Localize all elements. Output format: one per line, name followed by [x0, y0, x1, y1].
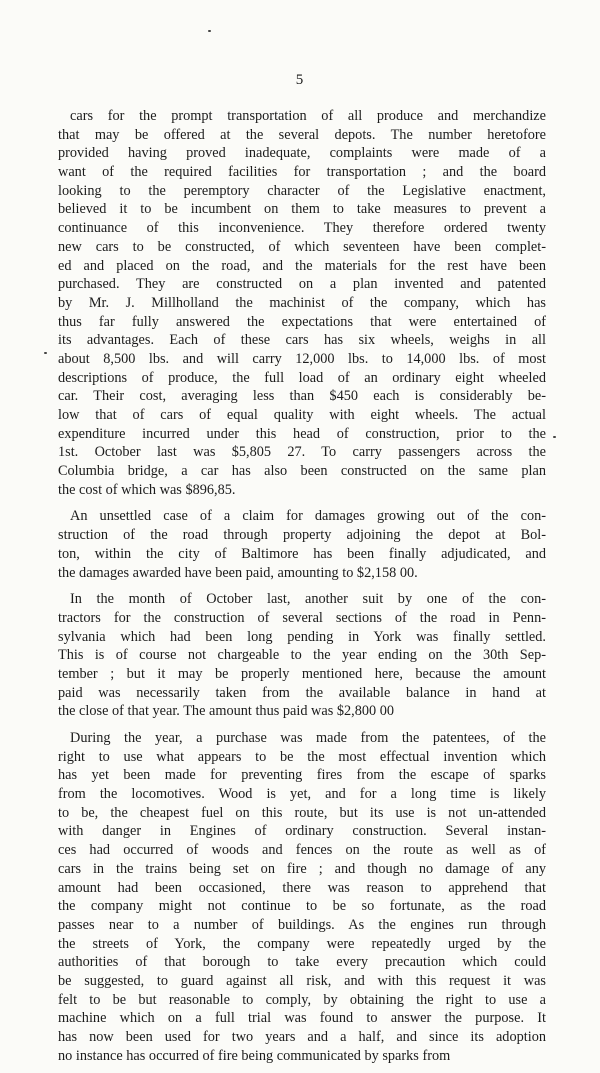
text-line: ces had occurred of woods and fences on the route as well as of [58, 842, 546, 859]
text-line: about 8,500 lbs. and will carry 12,000 lbs. to 14,000 lbs. of most [58, 350, 546, 367]
text-line: cars in the trains being set on fire ; and though no damage of any [58, 860, 546, 877]
text-line: with danger in Engines of ordinary construction. Several instan- [58, 823, 546, 840]
text-line: believed it to be incumbent on them to take measures to prevent a [58, 201, 546, 218]
text-line: ton, within the city of Baltimore has been finally adjudicated, and [58, 545, 546, 562]
text-line: want of the required facilities for transportation ; and the board [58, 164, 546, 181]
paragraph [58, 729, 546, 1065]
paragraph [58, 507, 546, 582]
text-line: paid was necessarily taken from the available balance in hand at [58, 684, 546, 701]
text-line: from the locomotives. Wood is yet, and for a long time is likely [58, 786, 546, 803]
text-line: passes near to a number of buildings. As the engines run through [58, 916, 546, 933]
text-line: Columbia bridge, a car has also been constructed on the same plan [58, 463, 546, 480]
text-line: the cost of which was $896,85. [58, 481, 236, 498]
ink-speck [553, 436, 556, 438]
text-line: has now been used for two years and a half, and since its adoption [58, 1029, 546, 1045]
text-line: car. Their cost, averaging less than $450 each is considerably be- [58, 388, 546, 405]
text-line: 1st. October last was $5,805 27. To carry passengers across the [58, 444, 546, 461]
text-line: provided having proved inadequate, complaints were made of a [58, 145, 546, 162]
text-line: the damages awarded have been paid, amounting to $2,158 00. [58, 564, 418, 581]
text-line: that may be offered at the several depots. The number heretofore [58, 126, 546, 143]
text-line: the company might not continue to be so fortunate, as the road [58, 898, 546, 915]
page-number: 5 [295, 72, 305, 88]
text-line: the streets of York, the company were repeatedly urged by the [58, 935, 546, 952]
text-line: expenditure incurred under this head of construction, prior to the [58, 425, 546, 442]
ink-speck [208, 30, 211, 32]
text-line: purchased. They are constructed on a plan invented and patented [58, 276, 546, 293]
text-line: amount had been occasioned, there was reason to apprehend that [58, 879, 546, 896]
text-line: This is of course not chargeable to the year ending on the 30th Sep- [58, 647, 546, 664]
text-line: tractors for the construction of several sections of the road in Penn- [58, 609, 546, 626]
text-line: machine which on a full trial was found to answer the purpose. It [58, 1010, 546, 1027]
text-line: struction of the road through property adjoining the depot at Bol- [58, 527, 546, 544]
text-line: tember ; but it may be properly mentioned here, because the amount [58, 665, 546, 682]
body-text [58, 107, 546, 1073]
text-line: descriptions of produce, the full load of an ordinary eight wheeled [58, 369, 546, 386]
text-line: felt to be but reasonable to comply, by obtaining the right to use a [58, 991, 546, 1008]
text-line: An unsettled case of a claim for damages growing out of the con- [70, 508, 546, 525]
text-line: be suggested, to guard against all risk, and with this request it was [58, 972, 546, 989]
text-line: ed and placed on the road, and the materials for the rest have been [58, 257, 546, 274]
text-line: new cars to be constructed, of which seventeen have been complet- [58, 238, 546, 255]
paragraph [58, 107, 546, 499]
text-line: the close of that year. The amount thus paid was $2,800 00 [58, 703, 395, 720]
text-line: thus far fully answered the expectations that were entertained of [58, 313, 546, 330]
text-line: sylvania which had been long pending in York was finally settled. [58, 628, 546, 645]
text-line: no instance has occurred of fire being communicated by sparks from [58, 1047, 451, 1064]
paragraph [58, 590, 546, 721]
text-line: by Mr. J. Millholland the machinist of the company, which has [58, 294, 546, 311]
text-line: In the month of October last, another suit by one of the con- [70, 591, 546, 608]
text-line: to be, the cheapest fuel on this route, but its use is not un-attended [58, 804, 546, 821]
text-line: its advantages. Each of these cars has six wheels, weighs in all [58, 332, 546, 349]
text-line: continuance of this inconvenience. They therefore ordered twenty [58, 220, 546, 237]
text-line: During the year, a purchase was made from the patentees, of the [70, 730, 546, 746]
text-line: cars for the prompt transportation of all produce and merchandize [70, 108, 546, 124]
ink-speck [44, 352, 47, 354]
text-line: looking to the peremptory character of the Legislative enactment, [58, 182, 546, 199]
text-line: has yet been made for preventing fires from the escape of sparks [58, 767, 546, 784]
text-line: authorities of that borough to take every precaution which could [58, 954, 546, 971]
text-line: right to use what appears to be the most effectual invention which [58, 748, 546, 765]
text-line: low that of cars of equal quality with eight wheels. The actual [58, 407, 546, 423]
